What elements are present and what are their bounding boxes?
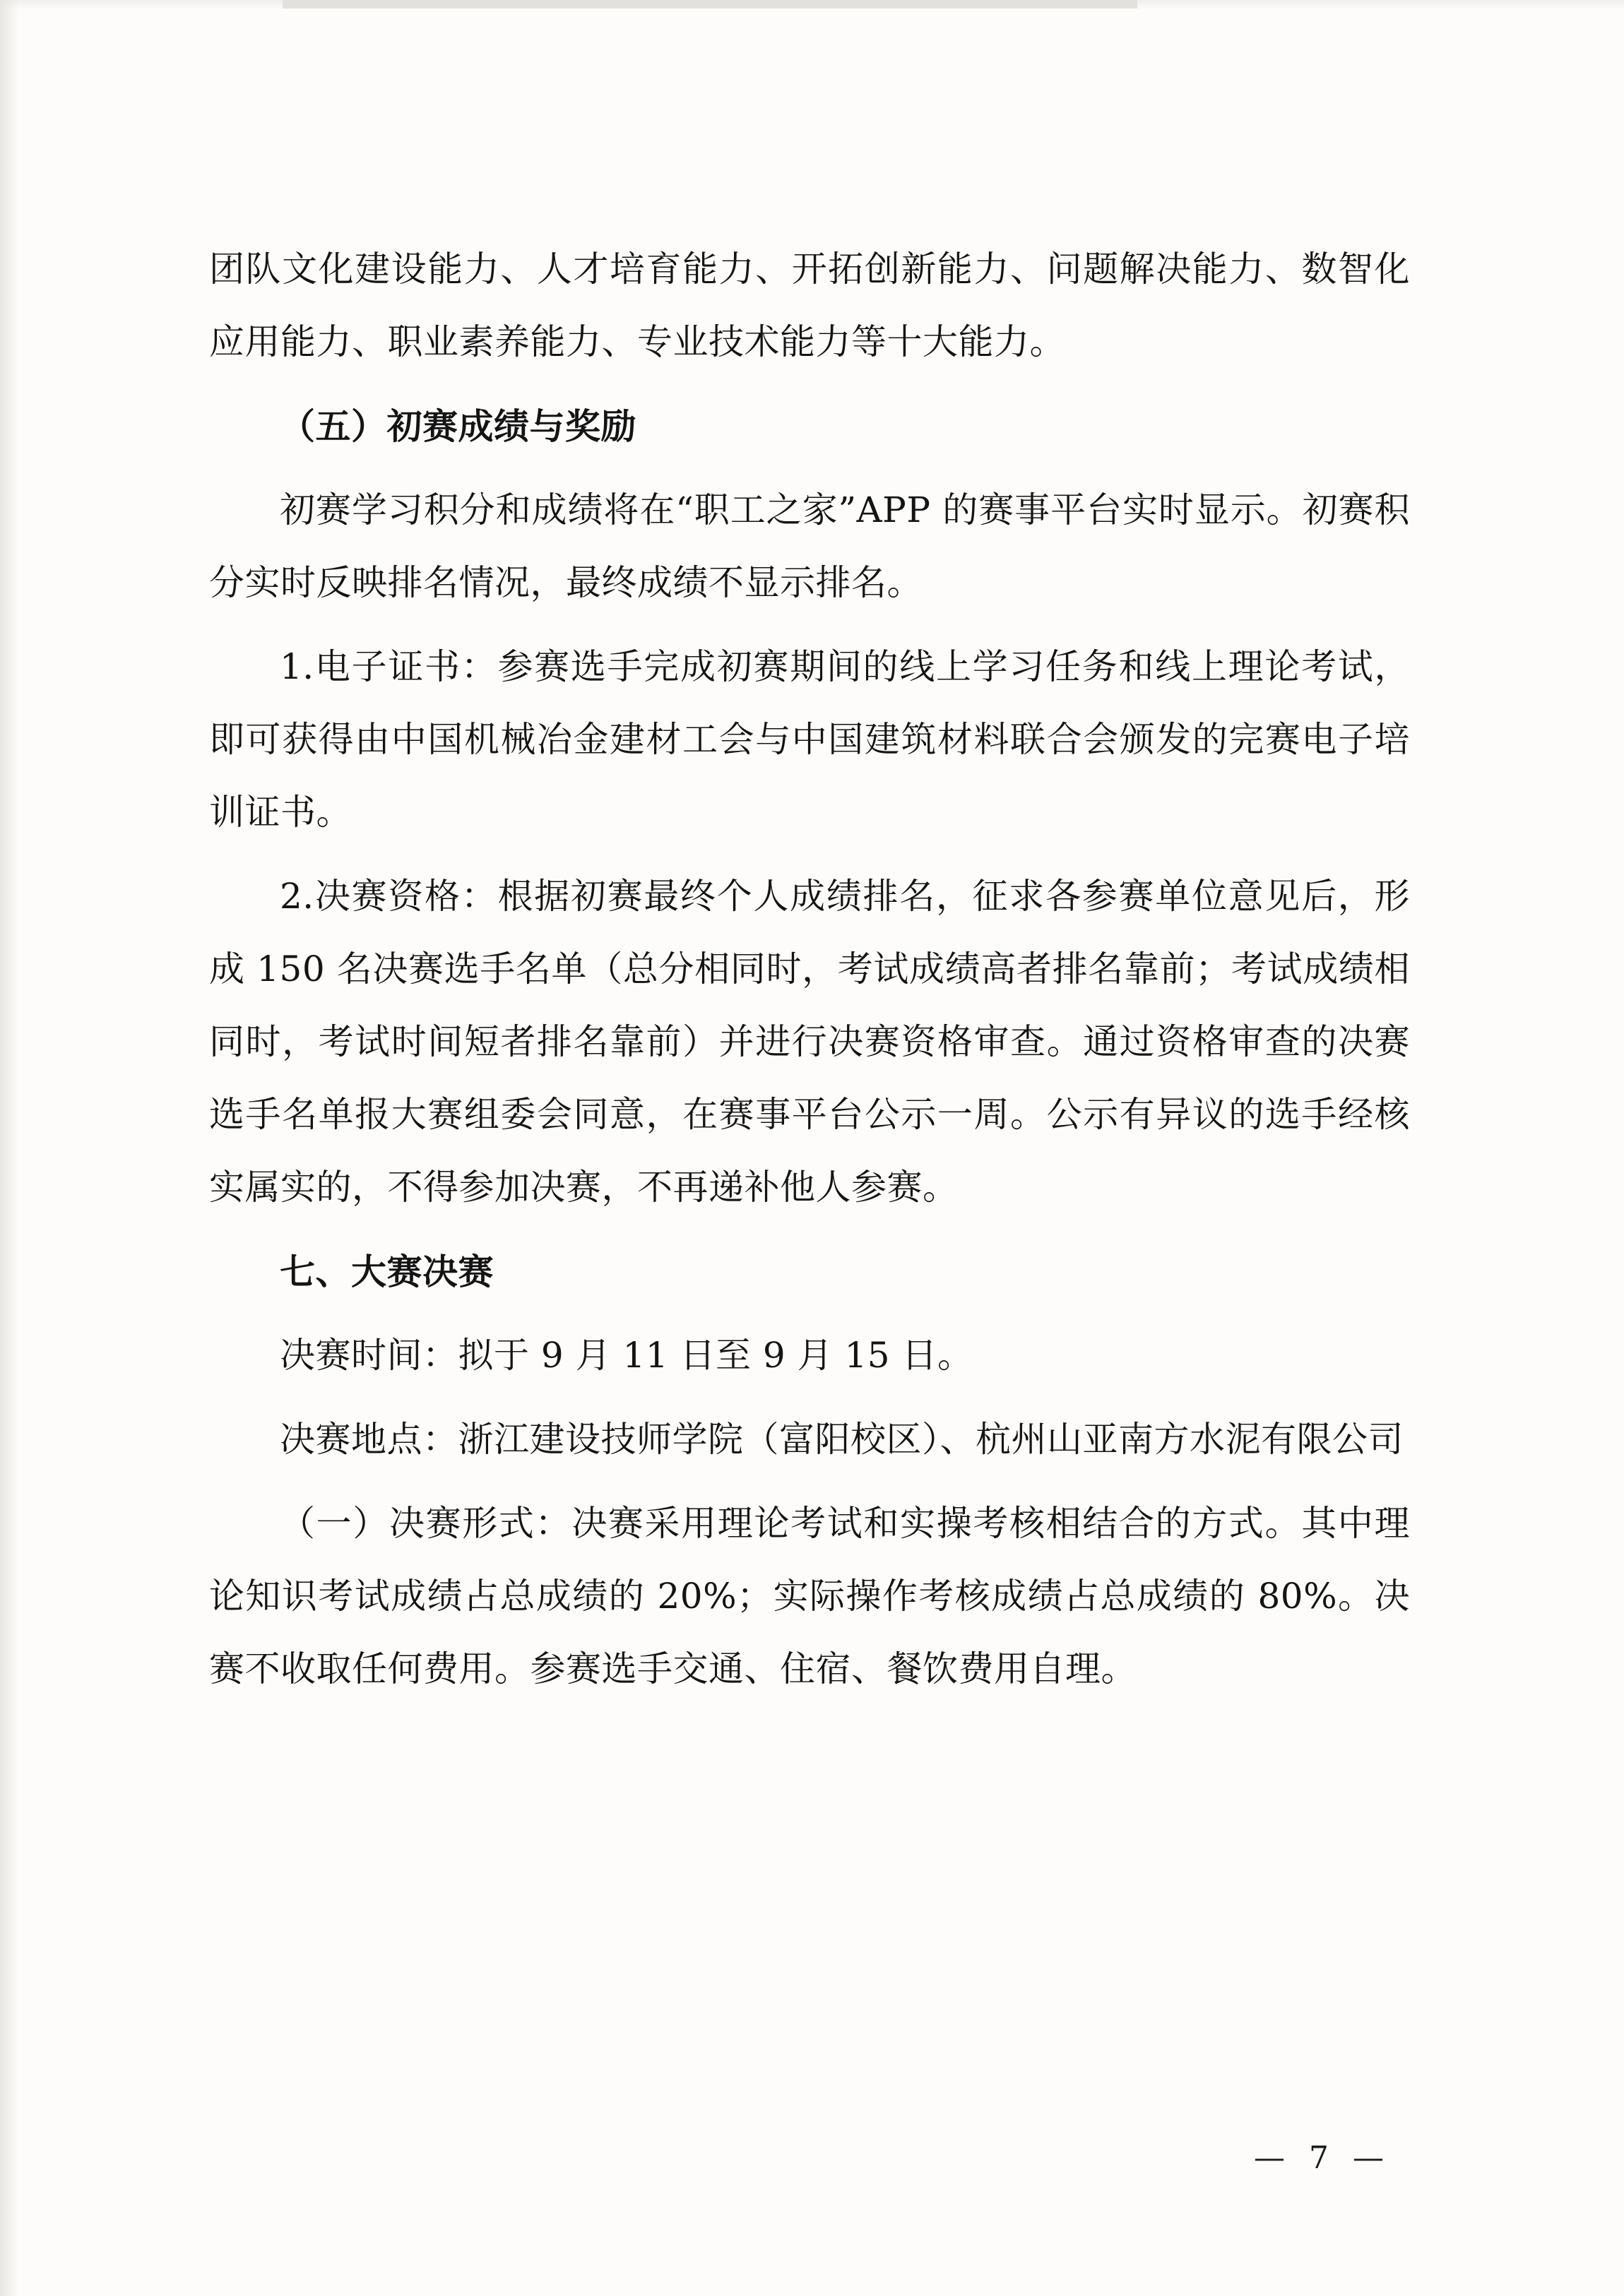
paragraph-block	[209, 1487, 1410, 1706]
paragraph-block	[209, 1319, 1410, 1392]
paragraph-block	[209, 474, 1410, 619]
paragraph-block	[209, 631, 1410, 849]
paragraph-block	[209, 860, 1410, 1224]
heading-preliminary-results: （五）初赛成绩与奖励	[280, 405, 636, 447]
header-edge-mark	[283, 0, 1137, 8]
paragraph-final-qualification: 2.决赛资格：根据初赛最终个人成绩排名，征求各参赛单位意见后，形成 150 名决赛选手名单（总分相同时，考试成绩高者排名靠前；考试成绩相同时，考试时间短者排名靠前）并进行决赛资格审查。通过资格审查的决赛选手名单报大赛组委会同意，在赛事平台公示一周。公示有异议的选手经核实属实的，不得参加决赛，不再递补他人参赛。	[209, 876, 1410, 1208]
scan-edge-left	[0, 0, 18, 2296]
paragraph-block	[209, 1235, 1410, 1308]
paragraph-final-format: （一）决赛形式：决赛采用理论考试和实操考核相结合的方式。其中理论知识考试成绩占总成绩的 20%；实际操作考核成绩占总成绩的 80%。决赛不收取任何费用。参赛选手交通、住宿、餐饮费用自理。	[209, 1503, 1410, 1689]
paragraph-electronic-certificate: 1.电子证书：参赛选手完成初赛期间的线上学习任务和线上理论考试，即可获得由中国机械冶金建材工会与中国建筑材料联合会颁发的完赛电子培训证书。	[209, 646, 1410, 833]
paragraph-block	[209, 1403, 1410, 1476]
paragraph-block	[209, 233, 1410, 379]
paragraph-score-display: 初赛学习积分和成绩将在“职工之家”APP 的赛事平台实时显示。初赛积分实时反映排名情况，最终成绩不显示排名。	[209, 489, 1410, 603]
page-number: — 7 —	[1254, 2140, 1391, 2176]
paragraph-final-time: 决赛时间：拟于 9 月 11 日至 9 月 15 日。	[280, 1335, 973, 1376]
heading-section-seven: 七、大赛决赛	[280, 1251, 494, 1292]
paragraph-final-location: 决赛地点：浙江建设技师学院（富阳校区）、杭州山亚南方水泥有限公司	[280, 1419, 1404, 1460]
document-body	[209, 233, 1410, 1717]
paragraph-block	[209, 390, 1410, 463]
paragraph-team-abilities: 团队文化建设能力、人才培育能力、开拓创新能力、问题解决能力、数智化应用能力、职业素养能力、专业技术能力等十大能力。	[209, 249, 1410, 362]
